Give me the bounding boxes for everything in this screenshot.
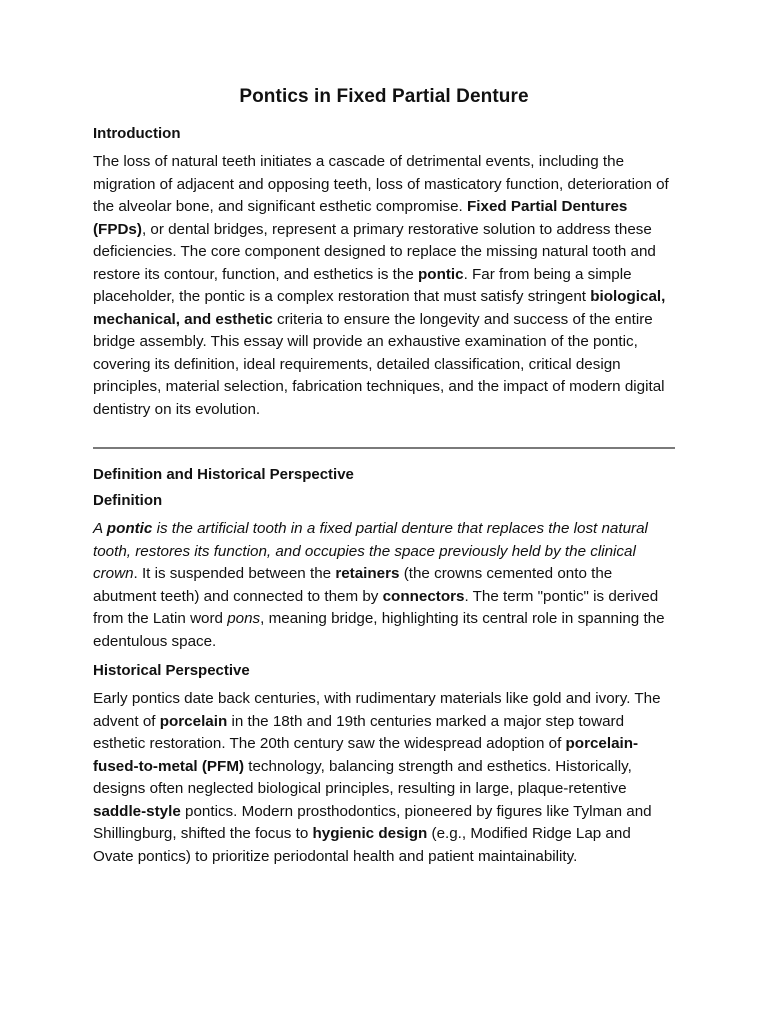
bold-term: connectors	[382, 587, 465, 605]
bold-term: retainers	[335, 565, 400, 582]
document-page	[93, 86, 675, 877]
bold-term: hygienic design	[312, 825, 428, 842]
text-run: . Far from being a simple placeholder, the pontic is a complex restoration that must satisfy stringent	[93, 265, 632, 305]
bold-term: porcelain-fused-to-metal (PFM)	[93, 735, 639, 775]
text-run: , meaning bridge, highlighting its central role in spanning the edentulous space.	[93, 610, 665, 650]
text-run: . The term "pontic" is derived from the Latin word	[93, 587, 659, 627]
text-run: (e.g., Modified Ridge Lap and Ovate pontics) to prioritize periodontal health and patient maintainability.	[93, 825, 631, 865]
text-run: The loss of natural teeth initiates a cascade of detrimental events, including the migration of adjacent and opposing teeth, loss of masticatory function, deterioration of the alveolar bone, and significant esthetic compromise.	[93, 153, 669, 215]
definition-heading: Definition	[93, 492, 163, 509]
introduction-heading: Introduction	[93, 125, 181, 142]
italic-run: A	[93, 520, 107, 537]
section-heading-definition-history: Definition and Historical Perspective	[93, 466, 354, 483]
bold-term: saddle-style	[93, 802, 181, 820]
bold-italic-term	[107, 520, 153, 537]
definition-paragraph	[93, 518, 675, 653]
document-title: Pontics in Fixed Partial Denture	[239, 86, 529, 107]
text-run: criteria to ensure the longevity and success of the entire bridge assembly. This essay will provide an exhaustive examination of the pontic, covering its definition, ideal requirements, detailed classification, critical design principles, material selection, fabrication techniques, and the impact of modern digital dentistry on its evolution.	[93, 310, 665, 418]
text-run: pontics. Modern prosthodontics, pioneered by figures like Tylman and Shillingburg, shifted the focus to	[93, 802, 652, 842]
bold-term: biological, mechanical, and esthetic	[93, 288, 666, 328]
introduction-paragraph	[93, 151, 675, 421]
text-run: , or dental bridges, represent a primary restorative solution to address these deficiencies. The core component designed to replace the missing natural tooth and restore its contour, function, and esthetics is the	[93, 220, 656, 283]
bold-term: Fixed Partial Dentures (FPDs)	[93, 198, 628, 238]
text-run: in the 18th and 19th centuries marked a major step toward esthetic restoration. The 20th century saw the widespread adoption of	[93, 712, 625, 752]
italic-run: pons	[227, 610, 261, 627]
text-run: (the crowns cemented onto the abutment teeth) and connected to them by	[93, 565, 613, 605]
italic-run: is the artificial tooth in a fixed partial denture that replaces the lost natural tooth, restores its function, and occupies the space previously held by the clinical crown	[93, 520, 648, 582]
bold-term: porcelain	[159, 712, 228, 730]
text-run: Early pontics date back centuries, with rudimentary materials like gold and ivory. The advent of	[93, 690, 661, 730]
text-run: technology, balancing strength and esthetics. Historically, designs often neglected biological principles, resulting in large, plaque-retentive	[93, 757, 632, 797]
text-run: . It is suspended between the	[133, 565, 336, 582]
history-heading: Historical Perspective	[93, 662, 250, 679]
section-divider	[93, 447, 675, 449]
bold-term: pontic	[418, 265, 464, 283]
bold-italic-run: pontic	[106, 520, 153, 537]
history-paragraph	[93, 688, 675, 868]
